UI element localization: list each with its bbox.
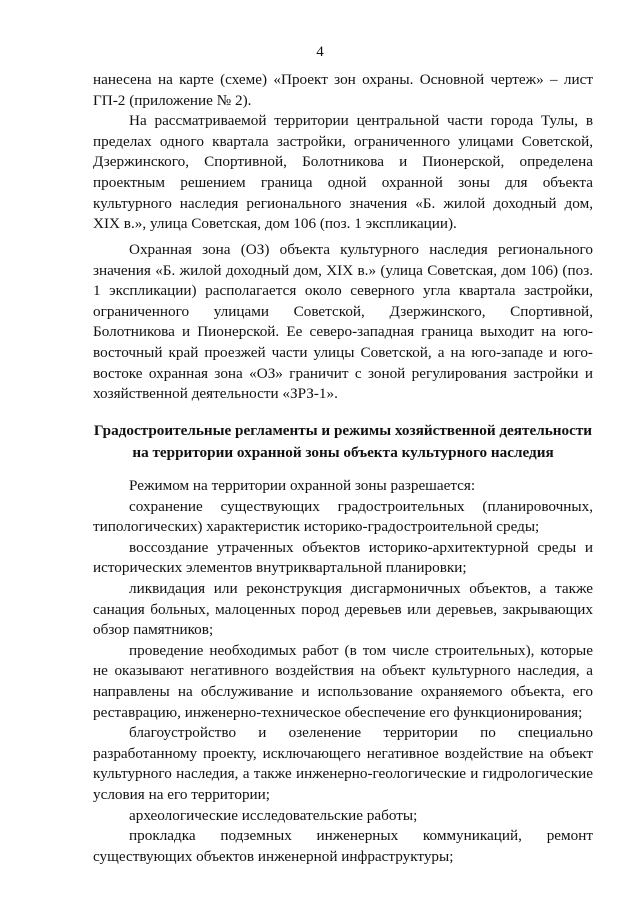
- intro-paragraph-1: нанесена на карте (схеме) «Проект зон охраны. Основной чертеж» – лист ГП-2 (приложение № 2).: [93, 71, 593, 109]
- intro-section: [93, 70, 593, 235]
- regulations-list: [93, 476, 593, 867]
- section-heading: [93, 420, 593, 464]
- page-number: 4: [316, 44, 324, 60]
- list-item: археологические исследовательские работы;: [129, 806, 418, 824]
- zone-section: [93, 240, 593, 405]
- intro-paragraph-2: На рассматриваемой территории центральной части города Тулы, в пределах одного квартала застройки, ограниченного улицами Советской, Дзержинского, Спортивной, Болотникова и Пионерской, определена проектным решением граница одной охранной зоны для объекта культурного наследия регионального значения «Б. жилой доходный дом, XIX в.», улица Советская, дом 106 (поз. 1 экспликации).: [93, 112, 593, 233]
- section-heading-line-1: Градостроительные регламенты и режимы хозяйственной деятельности: [93, 422, 593, 439]
- regulations-lead: Режимом на территории охранной зоны разрешается:: [129, 477, 476, 494]
- list-item: проведение необходимых работ (в том числе строительных), которые не оказывают негативного воздействия на объект культурного наследия, а направлены на обслуживание и использование охраняемого объекта, его реставрацию, инженерно-техническое обеспечение его функционирования;: [93, 641, 593, 721]
- zone-paragraph: Охранная зона (ОЗ) объекта культурного наследия регионального значения «Б. жилой доходный дом, XIX в.» (улица Советская, дом 106) (поз. 1 экспликации) располагается около северного угла квартала застройки, ограниченного улицами Советской, Дзержинского, Спортивной, Болотникова и Пионерской. Ее северо-западная граница выходит на юго-восточный край проезжей части улицы Советской, а на юго-западе и юго-востоке охранная зона «ОЗ» граничит с зоной регулирования застройки и хозяйственной деятельности «ЗРЗ-1».: [93, 241, 593, 403]
- list-item: сохранение существующих градостроительных (планировочных, типологических) характеристик историко-градостроительной среды;: [93, 497, 593, 536]
- list-item: прокладка подземных инженерных коммуникаций, ремонт существующих объектов инженерной инфраструктуры;: [93, 827, 593, 865]
- section-heading-line-2: на территории охранной зоны объекта культурного наследия: [132, 444, 554, 461]
- list-item: ликвидация или реконструкция дисгармоничных объектов, а также санация больных, малоценных пород деревьев или деревьев, закрывающих обзор памятников;: [93, 579, 593, 639]
- list-item: благоустройство и озеленение территории по специально разработанному проекту, исключающего негативное воздействие на объект культурного наследия, а также инженерно-геологические и гидрологические условия на его территории;: [93, 724, 593, 803]
- list-item: воссоздание утраченных объектов историко-архитектурной среды и исторических элементов внутриквартальной планировки;: [93, 538, 593, 577]
